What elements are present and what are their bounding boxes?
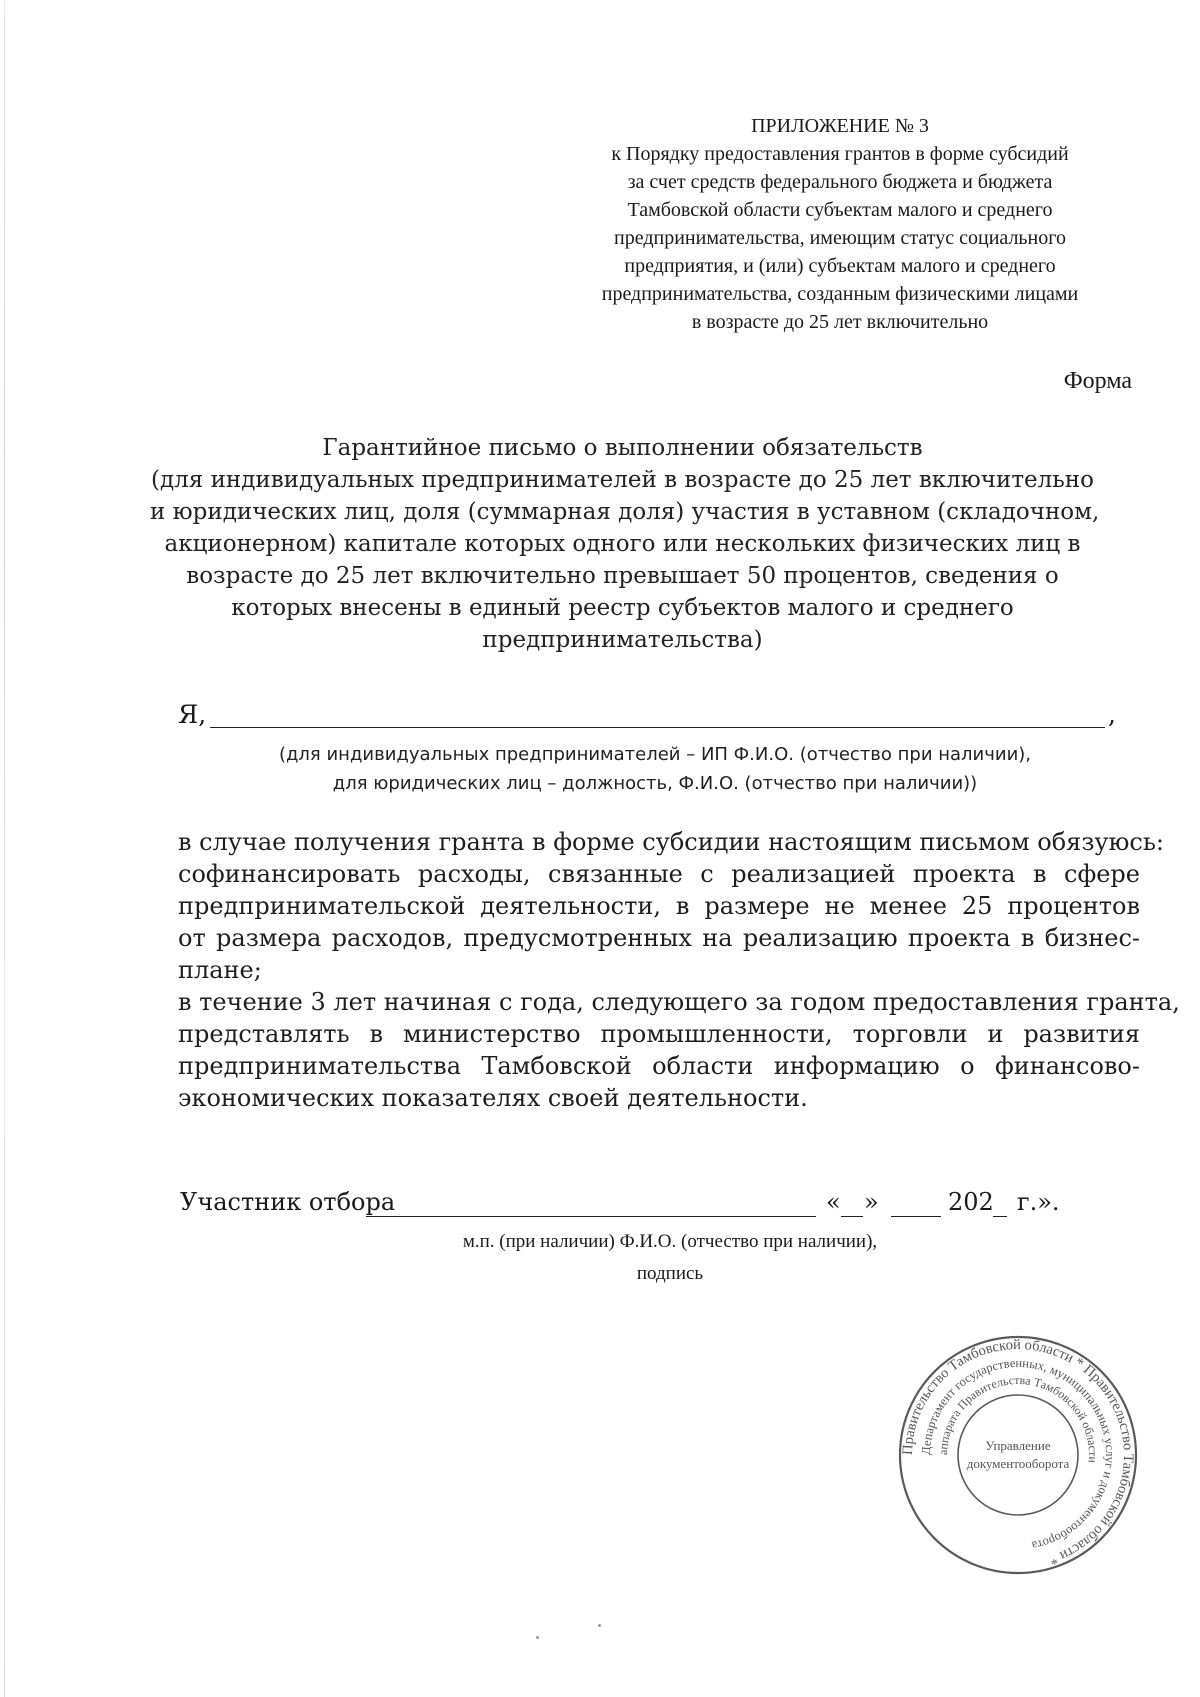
document-title xyxy=(150,432,1100,656)
appendix-header xyxy=(520,112,1160,336)
form-label: Форма xyxy=(1063,368,1132,394)
name-blank-field[interactable] xyxy=(210,727,1105,728)
name-suffix: , xyxy=(1108,700,1116,729)
title-line: предпринимательства) xyxy=(482,627,763,653)
title-line: (для индивидуальных предпринимателей в возрасте до 25 лет включительно xyxy=(151,467,1094,493)
appendix-line: Тамбовской области субъектам малого и среднего xyxy=(627,199,1053,221)
stamp-middle-text: Департамент государственных, муниципальных услуг и документооборота xyxy=(918,1355,1118,1553)
appendix-number: ПРИЛОЖЕНИЕ № 3 xyxy=(751,115,929,137)
signature-row xyxy=(180,1188,1140,1222)
signature-hint-line: м.п. (при наличии) Ф.И.О. (отчество при наличии), xyxy=(462,1231,878,1252)
month-blank-field[interactable] xyxy=(891,1216,941,1217)
hint-line: для юридических лиц – должность, Ф.И.О. (отчество при наличии)) xyxy=(332,773,978,794)
participant-label: Участник отбора xyxy=(180,1188,396,1216)
title-line: которых внесены в единый реестр субъектов малого и среднего xyxy=(231,595,1014,621)
appendix-line: предпринимательства, имеющим статус социального xyxy=(614,227,1066,249)
appendix-line: к Порядку предоставления грантов в форме субсидий xyxy=(611,143,1069,165)
appendix-line: предприятия, и (или) субъектам малого и среднего xyxy=(624,255,1056,277)
date-quote-open: « xyxy=(826,1188,841,1216)
appendix-line: предпринимательства, созданным физическими лицами xyxy=(601,283,1079,305)
body-line: экономических показателях своей деятельности. xyxy=(178,1084,808,1112)
title-line: и юридических лиц, доля (суммарная доля) участия в уставном (складочном, xyxy=(150,499,1100,525)
day-blank-field[interactable] xyxy=(841,1216,863,1217)
year-prefix: 202 xyxy=(948,1188,994,1216)
signature-blank-field[interactable] xyxy=(366,1216,816,1217)
signature-hint xyxy=(370,1226,970,1290)
body-line: в течение 3 лет начиная с года, следующего за годом предоставления гранта, xyxy=(178,988,1180,1016)
body-line: в случае получения гранта в форме субсидии настоящим письмом обязуюсь: xyxy=(178,828,1165,856)
body-line: предпринимательства Тамбовской области информацию о финансово- xyxy=(178,1052,1140,1080)
obligations-text xyxy=(178,826,1180,1114)
appendix-line: за счет средств федерального бюджета и бюджета xyxy=(627,171,1053,193)
scan-edge xyxy=(4,0,5,1697)
year-suffix: г.». xyxy=(1017,1188,1060,1216)
stamp-center-line2: документооборота xyxy=(966,1456,1070,1471)
stamp-center-line1: Управление xyxy=(985,1438,1051,1453)
name-field-row xyxy=(178,700,1128,732)
scan-speck xyxy=(598,1624,601,1627)
date-quote-close: » xyxy=(864,1188,879,1216)
appendix-line: в возрасте до 25 лет включительно xyxy=(691,311,989,333)
scan-speck xyxy=(536,1636,539,1639)
stamp-outer-text: Правительство Тамбовской области * Правительство Тамбовской области * xyxy=(899,1336,1137,1568)
name-field-hint xyxy=(200,740,1110,798)
body-line: плане; xyxy=(178,956,262,984)
title-main: Гарантийное письмо о выполнении обязательств xyxy=(322,435,923,461)
title-line: возрасте до 25 лет включительно превышает 50 процентов, сведения о xyxy=(186,563,1059,589)
stamp-inner-text: аппарата Правительства Тамбовской области xyxy=(935,1372,1101,1464)
name-prefix: Я, xyxy=(178,700,207,729)
title-line: акционерном) капитале которых одного или нескольких физических лиц в xyxy=(164,531,1081,557)
year-digit-blank[interactable] xyxy=(993,1216,1007,1217)
signature-hint-line: подпись xyxy=(636,1263,704,1284)
body-line: предпринимательской деятельности, в размере не менее 25 процентов xyxy=(178,892,1140,920)
hint-line: (для индивидуальных предпринимателей – ИП Ф.И.О. (отчество при наличии), xyxy=(278,744,1032,765)
official-stamp xyxy=(893,1330,1143,1580)
body-line: софинансировать расходы, связанные с реализацией проекта в сфере xyxy=(178,860,1140,888)
stamp-inner-ring xyxy=(958,1395,1078,1515)
body-line: представлять в министерство промышленности, торговли и развития xyxy=(178,1020,1140,1048)
body-line: от размера расходов, предусмотренных на реализацию проекта в бизнес- xyxy=(178,924,1140,952)
